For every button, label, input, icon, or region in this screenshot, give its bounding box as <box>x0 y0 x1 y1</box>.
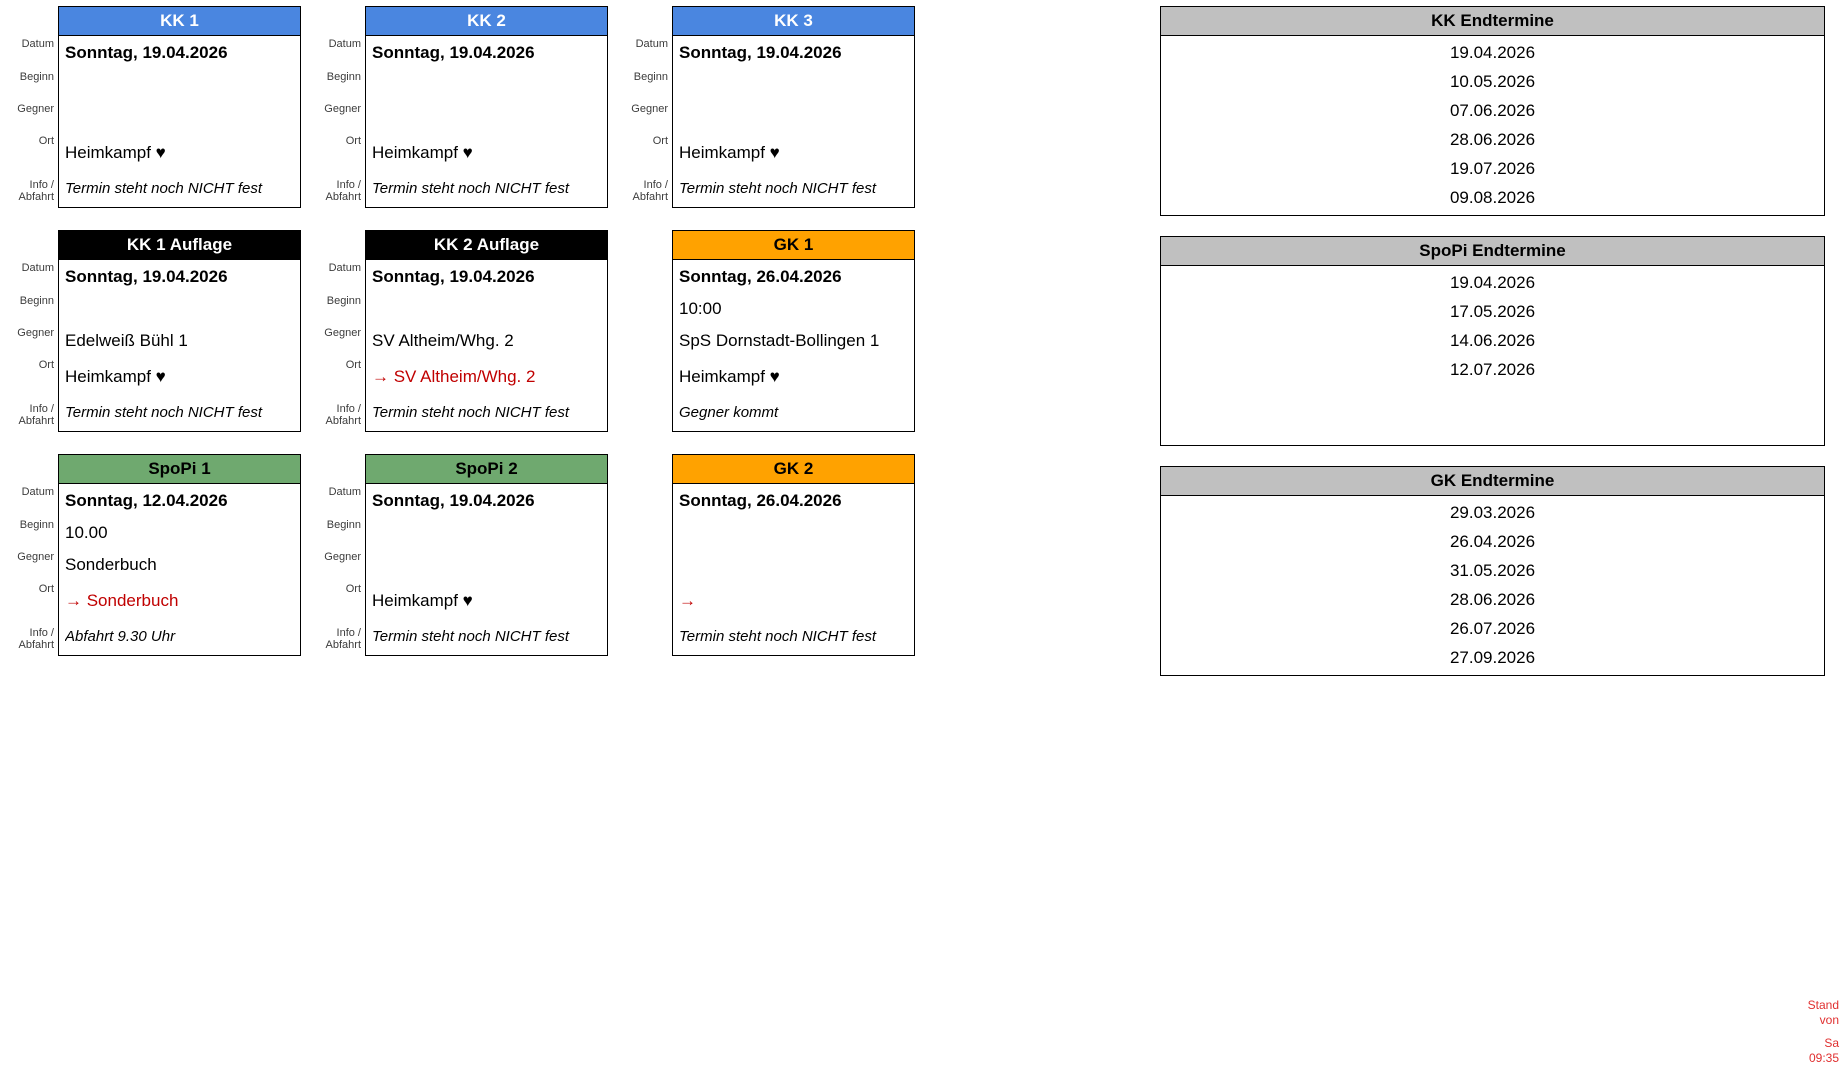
stand-line-1: Stand <box>1807 998 1839 1012</box>
card-body <box>59 484 300 655</box>
endtermine-panel <box>1160 6 1825 696</box>
card-title: KK 2 <box>366 7 607 36</box>
card-beginn <box>372 69 601 101</box>
label-info <box>16 628 58 658</box>
label-datum: Datum <box>328 262 361 274</box>
card-ort: Heimkampf ♥ <box>679 143 780 162</box>
label-info <box>16 180 58 210</box>
label-beginn: Beginn <box>19 295 54 307</box>
label-gegner: Gegner <box>17 551 54 563</box>
match-card <box>58 230 301 432</box>
label-info-line2: Abfahrt <box>325 414 361 427</box>
table-row: 07.06.2026 <box>1449 101 1536 120</box>
card-row <box>16 230 937 434</box>
card-grid <box>16 6 937 678</box>
card-kk-2-auflage <box>323 230 608 434</box>
card-body <box>673 484 914 655</box>
table-title: GK Endtermine <box>1161 467 1824 496</box>
match-card <box>365 6 608 208</box>
table-row: 19.07.2026 <box>1449 159 1536 178</box>
label-info <box>323 628 365 658</box>
label-ort: Ort <box>38 135 54 147</box>
label-info <box>630 180 672 210</box>
row-labels <box>16 454 58 658</box>
row-labels <box>323 6 365 210</box>
match-card <box>58 454 301 656</box>
card-beginn <box>65 293 294 325</box>
label-beginn: Beginn <box>326 519 361 531</box>
label-info-line1: Info / <box>643 179 668 191</box>
label-info-line2: Abfahrt <box>632 190 668 203</box>
label-info <box>16 404 58 434</box>
table-title: SpoPi Endtermine <box>1161 237 1824 266</box>
card-kk-1 <box>16 6 301 210</box>
label-ort: Ort <box>345 135 361 147</box>
card-ort: Heimkampf ♥ <box>679 367 780 386</box>
card-beginn <box>372 517 601 549</box>
card-gk-2 <box>630 454 915 658</box>
label-ort: Ort <box>38 359 54 371</box>
card-title: GK 2 <box>673 455 914 484</box>
table-title: KK Endtermine <box>1161 7 1824 36</box>
label-info <box>630 628 672 658</box>
card-gegner <box>372 101 601 133</box>
label-info-line1: Info / <box>336 403 361 415</box>
table-gk-endtermine <box>1160 466 1825 676</box>
card-title: KK 1 Auflage <box>59 231 300 260</box>
table-kk-endtermine <box>1160 6 1825 216</box>
card-gk-1 <box>630 230 915 434</box>
card-info: Abfahrt 9.30 Uhr <box>65 628 176 645</box>
card-gegner <box>679 101 908 133</box>
card-datum: Sonntag, 12.04.2026 <box>65 491 228 510</box>
card-title: KK 2 Auflage <box>366 231 607 260</box>
table-spopi-endtermine <box>1160 236 1825 446</box>
card-ort: Heimkampf ♥ <box>372 143 473 162</box>
table-row: 14.06.2026 <box>1449 331 1536 350</box>
label-datum: Datum <box>21 262 54 274</box>
row-labels <box>323 230 365 434</box>
card-title: KK 3 <box>673 7 914 36</box>
label-beginn <box>630 520 672 552</box>
card-gegner: SpS Dornstadt-Bollingen 1 <box>679 331 880 350</box>
card-kk-2 <box>323 6 608 210</box>
label-ort: Ort <box>38 583 54 595</box>
label-info-line1: Info / <box>29 627 54 639</box>
card-kk-3 <box>630 6 915 210</box>
card-info: Termin steht noch NICHT fest <box>679 180 877 197</box>
card-body <box>366 484 607 655</box>
card-beginn: 10:00 <box>679 299 722 318</box>
card-ort: → Sonderbuch <box>65 591 179 610</box>
label-beginn: Beginn <box>19 71 54 83</box>
label-info <box>323 404 365 434</box>
table-row: 29.03.2026 <box>1449 503 1536 522</box>
match-card <box>365 454 608 656</box>
label-info-line1: Info / <box>29 403 54 415</box>
label-ort <box>630 360 672 404</box>
match-card <box>672 230 915 432</box>
label-info-line2: Abfahrt <box>18 190 54 203</box>
card-ort: Heimkampf ♥ <box>372 591 473 610</box>
card-body <box>673 260 914 431</box>
table-body <box>1161 496 1824 675</box>
card-datum: Sonntag, 19.04.2026 <box>372 43 535 62</box>
label-beginn: Beginn <box>326 71 361 83</box>
label-gegner: Gegner <box>631 103 668 115</box>
card-info: Gegner kommt <box>679 404 779 421</box>
label-ort: Ort <box>345 583 361 595</box>
label-gegner: Gegner <box>324 103 361 115</box>
label-info-line1: Info / <box>336 627 361 639</box>
table-row <box>1161 384 1824 413</box>
card-body <box>59 260 300 431</box>
match-card <box>672 454 915 656</box>
label-info-line2: Abfahrt <box>18 638 54 651</box>
match-card <box>58 6 301 208</box>
stand-line-4: 09:35 <box>1808 1051 1839 1065</box>
table-row <box>1161 413 1824 442</box>
card-body <box>59 36 300 207</box>
card-body <box>366 36 607 207</box>
label-gegner: Gegner <box>324 551 361 563</box>
table-row: 26.04.2026 <box>1449 532 1536 551</box>
table-row: 19.04.2026 <box>1449 273 1536 292</box>
card-title: SpoPi 2 <box>366 455 607 484</box>
label-gegner: Gegner <box>17 103 54 115</box>
card-ort: → <box>679 591 696 610</box>
card-datum: Sonntag, 19.04.2026 <box>679 43 842 62</box>
table-row: 28.06.2026 <box>1449 130 1536 149</box>
label-info <box>323 180 365 210</box>
table-body <box>1161 266 1824 445</box>
label-beginn: Beginn <box>633 71 668 83</box>
card-row <box>16 454 937 658</box>
label-datum: Datum <box>21 486 54 498</box>
label-info <box>630 404 672 434</box>
row-labels <box>630 454 672 658</box>
table-row: 17.05.2026 <box>1449 302 1536 321</box>
row-labels <box>630 230 672 434</box>
label-datum: Datum <box>21 38 54 50</box>
card-title: KK 1 <box>59 7 300 36</box>
card-beginn <box>65 69 294 101</box>
label-ort <box>630 584 672 628</box>
table-row: 31.05.2026 <box>1449 561 1536 580</box>
card-info: Termin steht noch NICHT fest <box>65 404 263 421</box>
card-datum: Sonntag, 26.04.2026 <box>679 267 842 286</box>
table-row: 27.09.2026 <box>1449 648 1536 667</box>
label-datum: Datum <box>635 38 668 50</box>
table-row: 10.05.2026 <box>1449 72 1536 91</box>
table-row: 12.07.2026 <box>1449 360 1536 379</box>
label-info-line1: Info / <box>29 179 54 191</box>
card-beginn <box>679 69 908 101</box>
card-gegner <box>372 549 601 581</box>
card-spopi-1 <box>16 454 301 658</box>
card-title: GK 1 <box>673 231 914 260</box>
card-ort: Heimkampf ♥ <box>65 143 166 162</box>
label-info-line2: Abfahrt <box>325 638 361 651</box>
match-card <box>672 6 915 208</box>
row-labels <box>16 6 58 210</box>
card-ort: Heimkampf ♥ <box>65 367 166 386</box>
card-beginn <box>372 293 601 325</box>
row-labels <box>323 454 365 658</box>
card-kk-1-auflage <box>16 230 301 434</box>
label-datum <box>630 263 672 296</box>
table-row: 26.07.2026 <box>1449 619 1536 638</box>
card-gegner <box>679 549 908 581</box>
row-labels <box>16 230 58 434</box>
card-datum: Sonntag, 26.04.2026 <box>679 491 842 510</box>
card-gegner: Edelweiß Bühl 1 <box>65 331 188 350</box>
card-info: Termin steht noch NICHT fest <box>372 180 570 197</box>
label-gegner <box>630 552 672 584</box>
card-info: Termin steht noch NICHT fest <box>65 180 263 197</box>
stand-footer <box>1808 998 1839 1066</box>
card-info: Termin steht noch NICHT fest <box>372 628 570 645</box>
card-info: Termin steht noch NICHT fest <box>679 628 877 645</box>
card-spopi-2 <box>323 454 608 658</box>
match-card <box>365 230 608 432</box>
label-datum: Datum <box>328 38 361 50</box>
table-body <box>1161 36 1824 215</box>
row-labels <box>630 6 672 210</box>
label-datum <box>630 487 672 520</box>
label-beginn: Beginn <box>326 295 361 307</box>
card-datum: Sonntag, 19.04.2026 <box>65 267 228 286</box>
card-gegner: SV Altheim/Whg. 2 <box>372 331 514 350</box>
table-row: 19.04.2026 <box>1449 43 1536 62</box>
card-datum: Sonntag, 19.04.2026 <box>372 491 535 510</box>
card-beginn: 10.00 <box>65 523 108 542</box>
stand-line-3: Sa <box>1824 1036 1839 1050</box>
label-gegner: Gegner <box>17 327 54 339</box>
card-datum: Sonntag, 19.04.2026 <box>65 43 228 62</box>
card-body <box>673 36 914 207</box>
card-title: SpoPi 1 <box>59 455 300 484</box>
label-gegner <box>630 328 672 360</box>
card-gegner <box>65 101 294 133</box>
card-ort: → SV Altheim/Whg. 2 <box>372 367 536 386</box>
stand-line-2: von <box>1819 1013 1839 1027</box>
label-beginn: Beginn <box>19 519 54 531</box>
label-info-line2: Abfahrt <box>325 190 361 203</box>
card-row <box>16 6 937 210</box>
label-beginn <box>630 296 672 328</box>
card-body <box>366 260 607 431</box>
label-info-line1: Info / <box>336 179 361 191</box>
card-beginn <box>679 517 908 549</box>
label-ort: Ort <box>345 359 361 371</box>
stand-spacer <box>1808 1028 1839 1036</box>
table-row: 28.06.2026 <box>1449 590 1536 609</box>
card-gegner: Sonderbuch <box>65 555 157 574</box>
label-ort: Ort <box>652 135 668 147</box>
card-datum: Sonntag, 19.04.2026 <box>372 267 535 286</box>
table-row: 09.08.2026 <box>1449 188 1536 207</box>
label-datum: Datum <box>328 486 361 498</box>
label-info-line2: Abfahrt <box>18 414 54 427</box>
label-gegner: Gegner <box>324 327 361 339</box>
card-info: Termin steht noch NICHT fest <box>372 404 570 421</box>
